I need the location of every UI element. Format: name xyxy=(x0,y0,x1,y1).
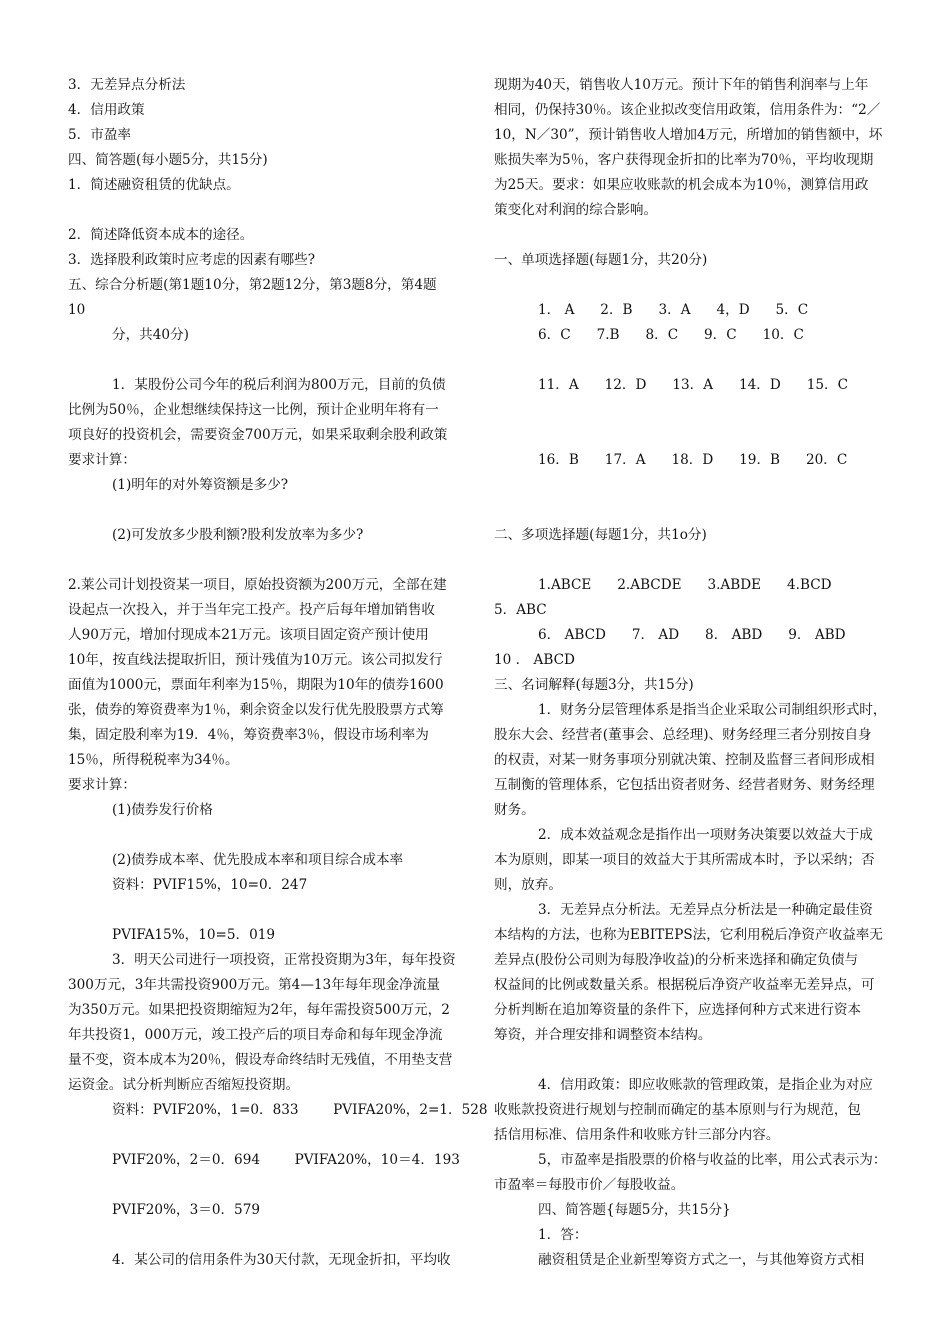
text-line: 5．市盈率 xyxy=(68,127,132,143)
text-line: 资料：PVIF15%，10=0．247 xyxy=(112,877,308,893)
text-line: 要求计算： xyxy=(68,452,136,468)
text-line: PVIFA15%，10=5．019 xyxy=(112,927,276,943)
text-line: 融资租赁是企业新型筹资方式之一，与其他筹资方式相 xyxy=(538,1252,865,1268)
text-line: (2)债券成本率、优先股成本率和项目综合成本率 xyxy=(112,852,404,868)
text-line: 策变化对利润的综合影响。 xyxy=(494,202,658,218)
text-line: 16．B 17．A 18．D 19．B 20．C xyxy=(538,452,848,468)
text-line: 300万元，3年共需投资900万元。第4—13年每年现金净流量 xyxy=(68,977,440,993)
blank-line xyxy=(68,1223,463,1248)
text-line: 现期为40天，销售收人10万元。预计下年的销售利润率与上年 xyxy=(494,77,869,93)
text-line: 面值为1000元，票面年利率为15％，期限为10年的债券1600 xyxy=(68,677,444,693)
text-line: 4．某公司的信用条件为30天付款，无现金折扣，平均收 xyxy=(112,1252,451,1268)
blank-line xyxy=(68,1173,463,1198)
text-line: 为25天。要求：如果应收账款的机会成本为10％，测算信用政 xyxy=(494,177,869,193)
blank-line xyxy=(68,898,463,923)
text-line: 量不变，资本成本为20％，假设寿命终结时无残值，不用垫支营 xyxy=(68,1052,453,1068)
text-line: 15％，所得税税率为34％。 xyxy=(68,752,239,768)
text-line: 为350万元。如果把投资期缩短为2年，每年需投资500万元，2 xyxy=(68,1002,450,1018)
text-line: 权益间的比例或数量关系。根据税后净资产收益率无差异点，可 xyxy=(494,977,875,993)
blank-line xyxy=(68,823,463,848)
text-line: 项良好的投资机会，需要资金700万元，如果采取剩余股利政策 xyxy=(68,427,448,443)
text-line: 年共投资1，000万元，竣工投产后的项目寿命和每年现金净流 xyxy=(68,1027,443,1043)
text-line: 6． ABCD 7． AD 8． ABD 9． ABD xyxy=(538,627,846,643)
text-line: 6．C 7.B 8．C 9．C 10．C xyxy=(538,327,804,343)
text-line: 人90万元，增加付现成本21万元。该项目固定资产预计使用 xyxy=(68,627,429,643)
text-line: 分析判断在追加筹资量的条件下，应选择何种方式来进行资本 xyxy=(494,1002,862,1018)
text-line: 2．成本效益观念是指作出一项财务决策要以效益大于成 xyxy=(538,827,873,843)
text-line: 差异点(股份公司则为每股净收益)的分析来选择和确定负债与 xyxy=(494,952,859,968)
blank-line xyxy=(494,398,894,423)
text-line: 分，共40分) xyxy=(112,327,189,343)
text-line: 括信用标准、信用条件和收账方针三部分内容。 xyxy=(494,1127,780,1143)
text-line: 要求计算： xyxy=(68,777,136,793)
text-line: 1．某股份公司今年的税后利润为800万元，目前的负债 xyxy=(112,377,446,393)
blank-line xyxy=(494,223,894,248)
text-line: 本为原则，即某一项目的效益大于其所需成本时，予以采纳；否 xyxy=(494,852,875,868)
text-line: 集，固定股利率为19．4％，筹资费率3％，假设市场利率为 xyxy=(68,727,429,743)
text-line: (2)可发放多少股利额?股利发放率为多少? xyxy=(112,527,364,543)
text-line: 1．简述融资租赁的优缺点。 xyxy=(68,177,240,193)
left-column xyxy=(68,73,488,1273)
text-line: 10，N／30”，预计销售收人增加4万元，所增加的销售额中，坏 xyxy=(494,127,883,143)
text-line: 本结构的方法，也称为EBITEPS法，它利用税后净资产收益率无 xyxy=(494,927,883,943)
blank-line xyxy=(68,498,463,523)
text-line: 五、综合分析题(第1题10分，第2题12分，第3题8分，第4题 xyxy=(68,277,437,293)
blank-line xyxy=(68,1123,463,1148)
text-line: 收账款投资进行规划与控制而确定的基本原则与行为规范，包 xyxy=(494,1102,862,1118)
text-line: 市盈率＝每股市价／每股收益。 xyxy=(494,1177,685,1193)
blank-line xyxy=(494,348,894,373)
text-line: 1.ABCE 2.ABCDE 3.ABDE 4.BCD xyxy=(538,577,832,593)
text-line: 的权责，对某一财务事项分别就决策、控制及监督三者间形成相 xyxy=(494,752,875,768)
text-line: (1)债券发行价格 xyxy=(112,802,213,818)
text-line: 4．信用政策 xyxy=(68,102,145,118)
text-line: 设起点一次投入，并于当年完工投产。投产后每年增加销售收 xyxy=(68,602,436,618)
text-line: 运资金。试分析判断应否缩短投资期。 xyxy=(68,1077,300,1093)
text-line: 筹资，并合理安排和调整资本结构。 xyxy=(494,1027,712,1043)
text-line: PVIF20%，3＝0．579 xyxy=(112,1202,261,1218)
blank-line xyxy=(68,348,463,373)
text-line: 5．ABC xyxy=(494,602,547,618)
text-line: 1． A 2．B 3．A 4，D 5．C xyxy=(538,302,809,318)
right-column xyxy=(494,73,894,1273)
text-line: 10 xyxy=(68,302,86,318)
text-line: 11．A 12．D 13．A 14．D 15．C xyxy=(538,377,848,393)
blank-line xyxy=(494,548,894,573)
blank-line xyxy=(494,473,894,498)
text-line: 1．答： xyxy=(538,1227,588,1243)
text-line: 5，市盈率是指股票的价格与收益的比率，用公式表示为： xyxy=(538,1152,887,1168)
blank-line xyxy=(494,273,894,298)
text-line: 股东大会、经营者(董事会、总经理)、财务经理三者分别按自身 xyxy=(494,727,872,743)
text-line: 10 ． ABCD xyxy=(494,652,575,668)
text-line: 相同，仍保持30％。该企业拟改变信用政策，信用条件为：“2／ xyxy=(494,102,881,118)
text-line: PVIF20%，2＝0．694 PVIFA20%，10＝4．193 xyxy=(112,1152,460,1168)
blank-line xyxy=(68,548,463,573)
text-line: 2.莱公司计划投资某一项目，原始投资额为200万元，全部在建 xyxy=(68,577,447,593)
text-line: 比例为50％，企业想继续保持这一比例，预计企业明年将有一 xyxy=(68,402,439,418)
text-line: 3．选择股利政策时应考虑的因素有哪些? xyxy=(68,252,316,268)
text-line: 四、简答题(每小题5分，共15分) xyxy=(68,152,268,168)
text-line: 3．明天公司进行一项投资，正常投资期为3年，每年投资 xyxy=(112,952,456,968)
text-line: 4．信用政策：即应收账款的管理政策，是指企业为对应 xyxy=(538,1077,873,1093)
blank-line xyxy=(68,198,463,223)
text-line: 财务。 xyxy=(494,802,535,818)
text-line: 2．简述降低资本成本的途径。 xyxy=(68,227,254,243)
text-line: 1．财务分层管理体系是指当企业采取公司制组织形式时， xyxy=(538,702,887,718)
text-line: 3．无差异点分析法。无差异点分析法是一种确定最佳资 xyxy=(538,902,873,918)
text-line: 四、简答题{每题5分，共15分} xyxy=(538,1202,731,1218)
blank-line xyxy=(494,1048,894,1073)
text-line: 资料：PVIF20%，1=0．833 PVIFA20%，2=1．528 xyxy=(112,1102,488,1118)
text-line: 10年，按直线法提取折旧，预计残值为10万元。该公司拟发行 xyxy=(68,652,443,668)
text-line: 张，债券的筹资费率为1％，剩余资金以发行优先股股票方式筹 xyxy=(68,702,444,718)
text-line: 互制衡的管理体系，它包括出资者财务、经营者财务、财务经理 xyxy=(494,777,875,793)
blank-line xyxy=(494,498,894,523)
text-line: 二、多项选择题(每题1分，共1o分) xyxy=(494,527,707,543)
text-line: 三、名词解释(每题3分，共15分) xyxy=(494,677,694,693)
text-line: 3．无差异点分析法 xyxy=(68,77,186,93)
text-line: (1)明年的对外筹资额是多少? xyxy=(112,477,289,493)
blank-line xyxy=(494,423,894,448)
text-line: 一、单项选择题(每题1分，共20分) xyxy=(494,252,708,268)
text-line: 则，放弃。 xyxy=(494,877,562,893)
text-line: 账损失率为5％，客户获得现金折扣的比率为70％，平均收现期 xyxy=(494,152,874,168)
